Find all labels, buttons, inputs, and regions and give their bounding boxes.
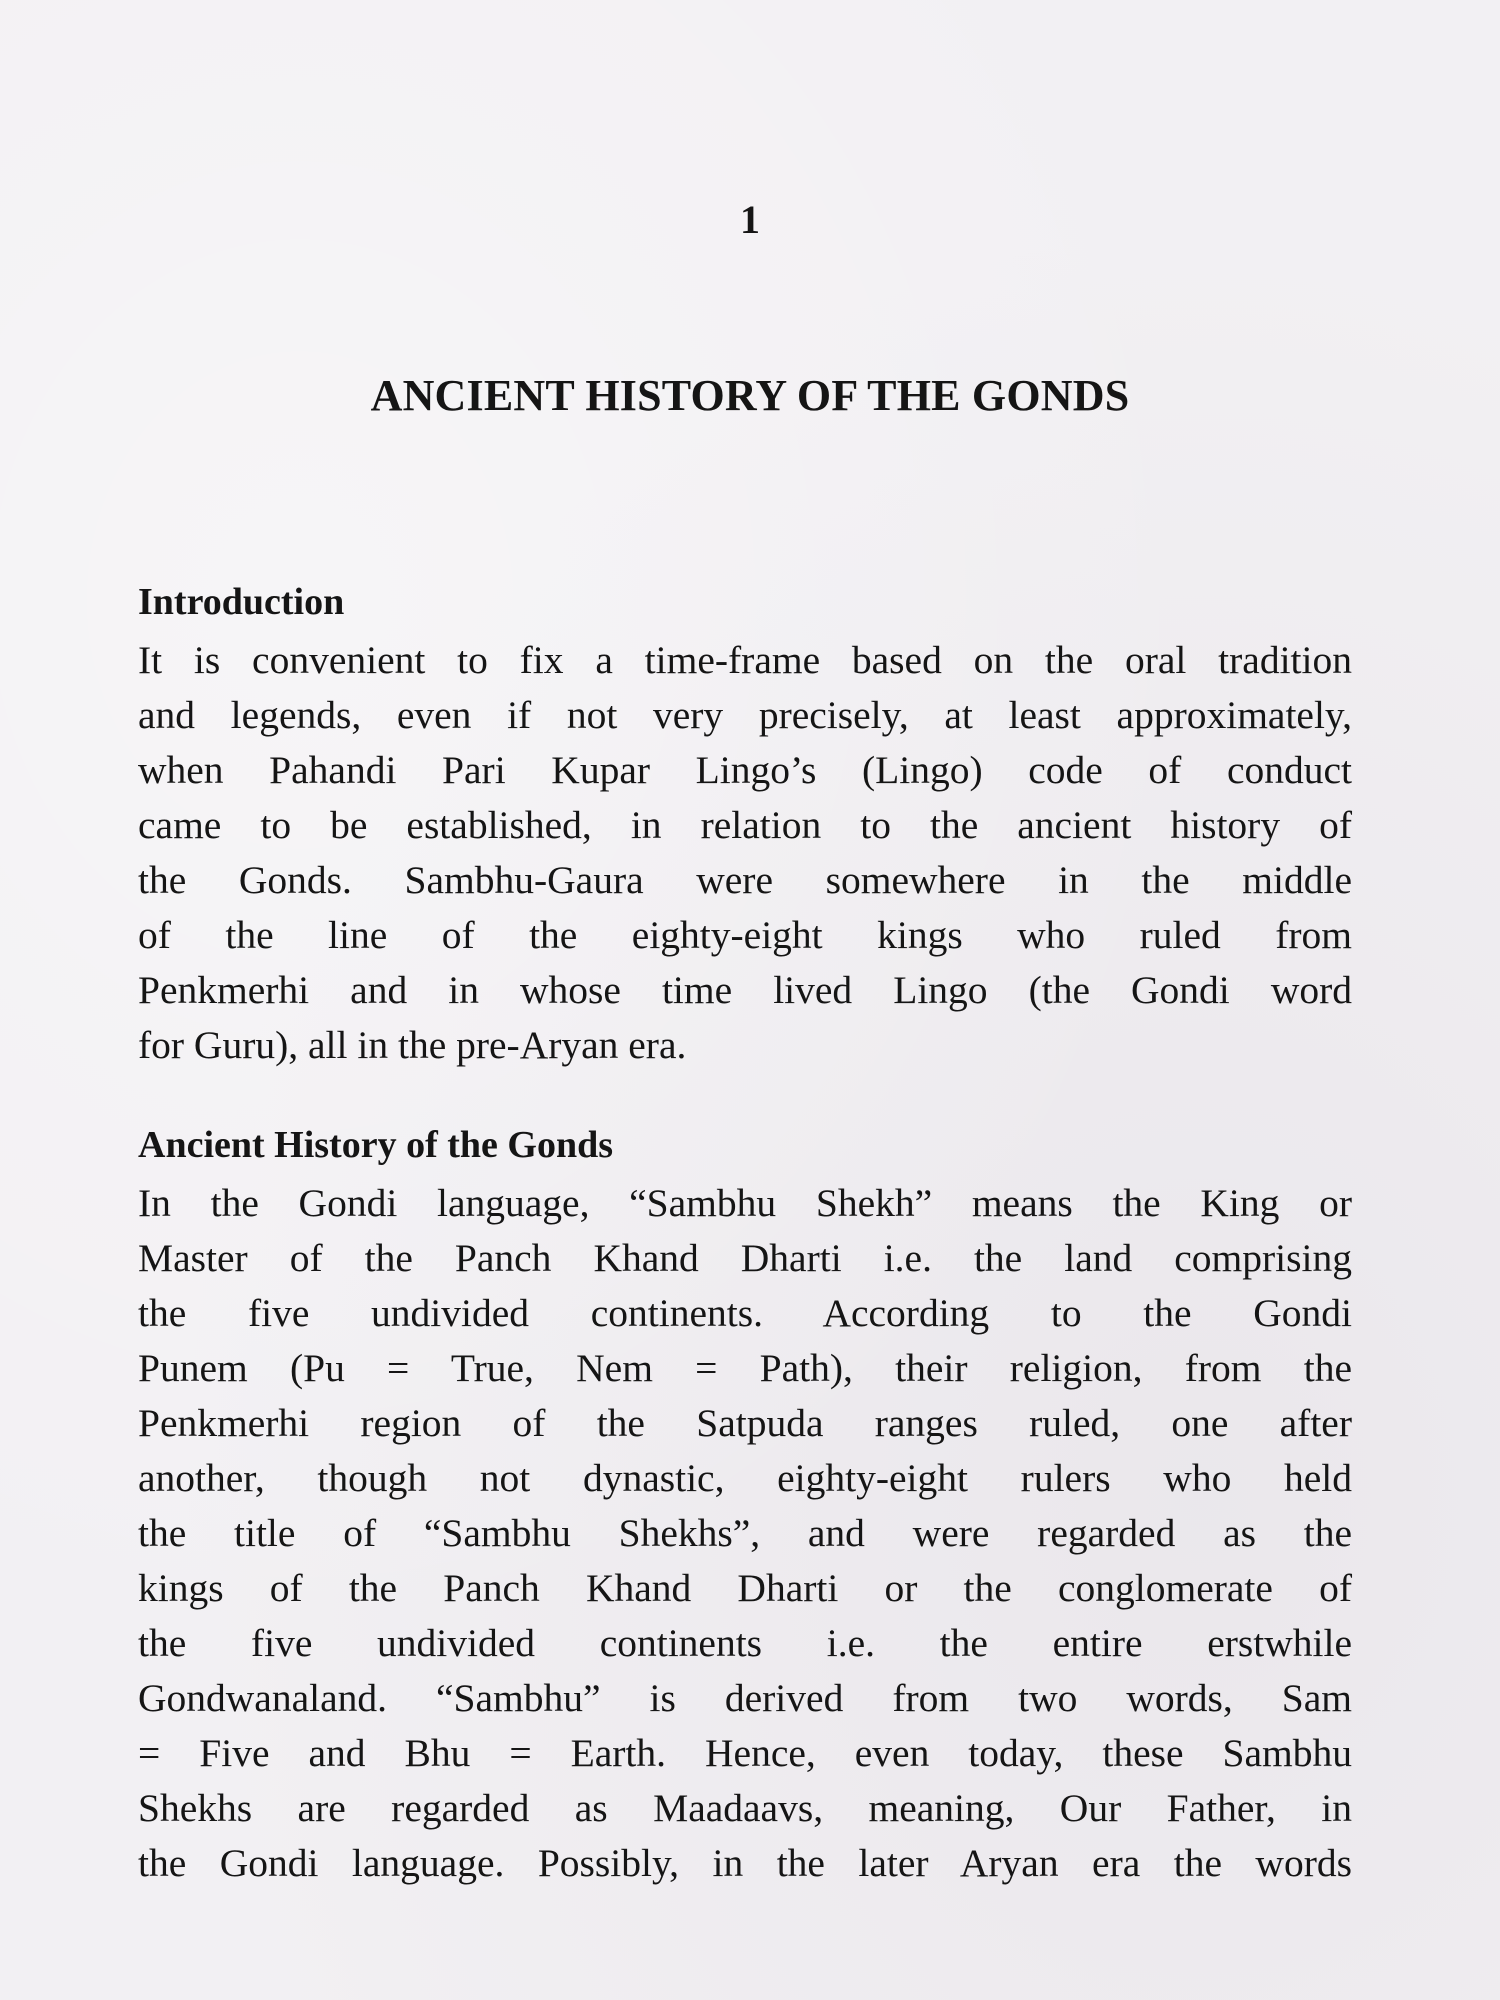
text-line: the five undivided continents i.e. the entire erstwhile: [138, 1621, 1352, 1665]
text-line: Gondwanaland. “Sambhu” is derived from two words, Sam: [138, 1676, 1352, 1720]
text-line: It is convenient to fix a time-frame based on the oral tradition: [138, 638, 1352, 682]
text-line: the Gondi language. Possibly, in the later Aryan era the words: [138, 1841, 1352, 1885]
text-line: Shekhs are regarded as Maadaavs, meaning, Our Father, in: [138, 1786, 1352, 1830]
text-line: kings of the Panch Khand Dharti or the conglomerate of: [138, 1566, 1352, 1610]
text-line: for Guru), all in the pre-Aryan era.: [138, 1023, 687, 1067]
text-line: the Gonds. Sambhu-Gaura were somewhere in the middle: [138, 858, 1352, 902]
text-line: the title of “Sambhu Shekhs”, and were regarded as the: [138, 1511, 1352, 1555]
text-line: Master of the Panch Khand Dharti i.e. the land comprising: [138, 1236, 1352, 1280]
text-line: In the Gondi language, “Sambhu Shekh” means the King or: [138, 1181, 1352, 1225]
paragraph-ancient-history: [138, 1176, 1352, 1891]
text-line: Punem (Pu = True, Nem = Path), their religion, from the: [138, 1346, 1352, 1390]
chapter-title: ANCIENT HISTORY OF THE GONDS: [370, 371, 1130, 420]
text-line: another, though not dynastic, eighty-eight rulers who held: [138, 1456, 1352, 1500]
text-line: came to be established, in relation to the ancient history of: [138, 803, 1352, 847]
text-line: of the line of the eighty-eight kings who ruled from: [138, 913, 1352, 957]
page-number: 1: [740, 197, 760, 242]
text-line: Penkmerhi region of the Satpuda ranges ruled, one after: [138, 1401, 1352, 1445]
text-line: and legends, even if not very precisely, at least approximately,: [138, 693, 1352, 737]
paragraph-introduction: [138, 633, 1352, 1073]
section-heading-ancient-history: Ancient History of the Gonds: [138, 1124, 613, 1166]
text-line: the five undivided continents. According to the Gondi: [138, 1291, 1352, 1335]
text-line: when Pahandi Pari Kupar Lingo’s (Lingo) code of conduct: [138, 748, 1352, 792]
text-line: = Five and Bhu = Earth. Hence, even today, these Sambhu: [138, 1731, 1352, 1775]
section-heading-introduction: Introduction: [138, 581, 345, 623]
text-line: Penkmerhi and in whose time lived Lingo (the Gondi word: [138, 968, 1352, 1012]
